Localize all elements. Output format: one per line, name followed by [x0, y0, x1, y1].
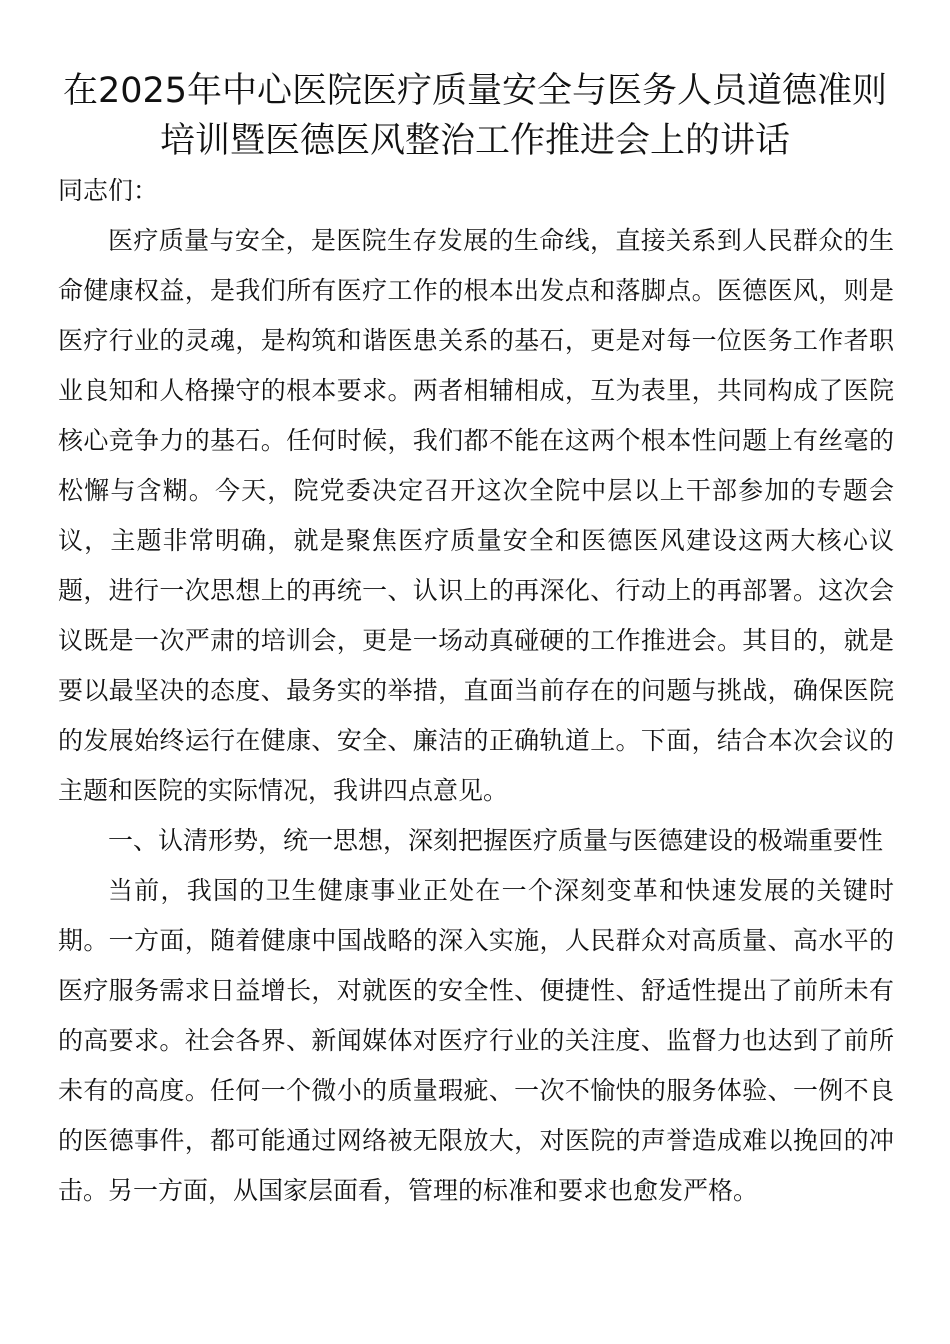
document-title: 在2025年中心医院医疗质量安全与医务人员道德准则培训暨医德医风整治工作推进会上的讲话 — [62, 71, 888, 161]
document-body — [58, 166, 894, 1216]
section-heading: 一、认清形势，统一思想，深刻把握医疗质量与医德建设的极端重要性 — [108, 826, 884, 855]
section-paragraph: 当前，我国的卫生健康事业正处在一个深刻变革和快速发展的关键时期。一方面，随着健康中国战略的深入实施，人民群众对高质量、高水平的医疗服务需求日益增长，对就医的安全性、便捷性、舒适性提出了前所未有的高要求。社会各界、新闻媒体对医疗行业的关注度、监督力也达到了前所未有的高度。任何一个微小的质量瑕疵、一次不愉快的服务体验、一例不良的医德事件，都可能通过网络被无限放大，对医院的声誉造成难以挽回的冲击。另一方面，从国家层面看，管理的标准和要求也愈发严格。 — [58, 876, 894, 1205]
greeting: 同志们： — [58, 176, 159, 205]
intro-paragraph: 医疗质量与安全，是医院生存发展的生命线，直接关系到人民群众的生命健康权益，是我们所有医疗工作的根本出发点和落脚点。医德医风，则是医疗行业的灵魂，是构筑和谐医患关系的基石，更是对每一位医务工作者职业良知和人格操守的根本要求。两者相辅相成，互为表里，共同构成了医院核心竞争力的基石。任何时候，我们都不能在这两个根本性问题上有丝毫的松懈与含糊。今天，院党委决定召开这次全院中层以上干部参加的专题会议，主题非常明确，就是聚焦医疗质量安全和医德医风建设这两大核心议题，进行一次思想上的再统一、认识上的再深化、行动上的再部署。这次会议既是一次严肃的培训会，更是一场动真碰硬的工作推进会。其目的，就是要以最坚决的态度、最务实的举措，直面当前存在的问题与挑战，确保医院的发展始终运行在健康、安全、廉洁的正确轨道上。下面，结合本次会议的主题和医院的实际情况，我讲四点意见。 — [58, 226, 894, 805]
